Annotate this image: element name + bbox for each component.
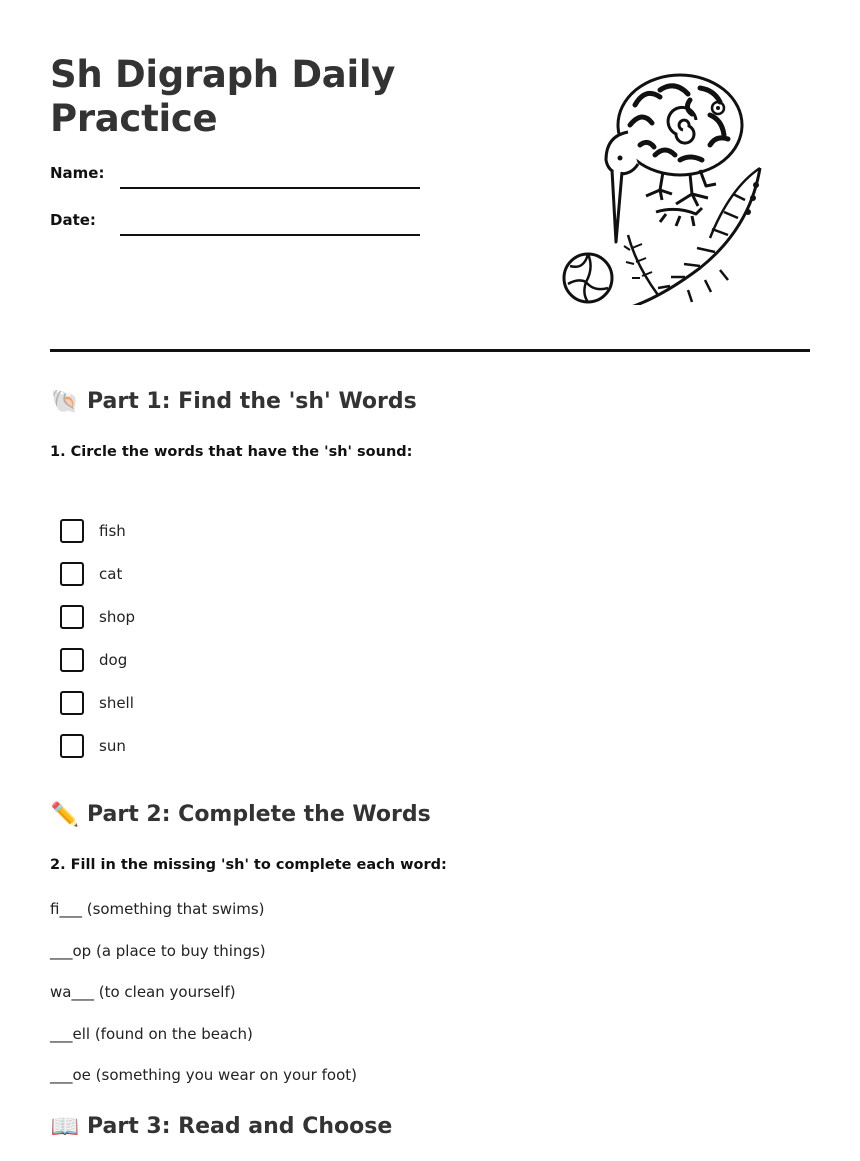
option-label: dog: [99, 650, 128, 669]
list-item: fi___ (something that swims): [50, 900, 265, 918]
part3-heading-text: Part 3: Read and Choose: [87, 1114, 393, 1139]
list-item[interactable]: [60, 595, 135, 638]
option-label: fish: [99, 521, 126, 540]
date-field[interactable]: [120, 234, 420, 236]
list-item: ___op (a place to buy things): [50, 941, 266, 960]
name-label: Name:: [50, 164, 105, 182]
checkbox-sun[interactable]: [60, 734, 84, 758]
list-item[interactable]: [60, 681, 135, 724]
date-label: Date:: [50, 211, 96, 229]
part2-heading: [50, 801, 431, 828]
header-divider: [50, 349, 810, 352]
open-book-icon: 📖: [50, 1114, 80, 1140]
part1-question: 1. Circle the words that have the 'sh' sound:: [50, 444, 413, 460]
word-checklist: [60, 509, 135, 767]
option-label: shop: [99, 607, 136, 626]
list-item: wa___ (to clean yourself): [50, 983, 236, 1001]
pencil-icon: ✏️: [50, 802, 80, 828]
option-label: sun: [99, 736, 126, 755]
worksheet-header: [50, 50, 810, 350]
checkbox-fish[interactable]: [60, 519, 84, 543]
date-field-row: [50, 211, 420, 241]
list-item: ___ell (found on the beach): [50, 1024, 253, 1043]
part2-question: 2. Fill in the missing 'sh' to complete each word:: [50, 857, 447, 873]
name-field[interactable]: [120, 187, 420, 189]
option-label: shell: [99, 693, 134, 712]
part2-heading-text: Part 2: Complete the Words: [87, 802, 431, 827]
list-item[interactable]: [60, 509, 135, 552]
list-item[interactable]: [60, 724, 135, 767]
checkbox-cat[interactable]: [60, 562, 84, 586]
option-label: cat: [99, 564, 123, 583]
name-field-row: [50, 164, 420, 194]
list-item[interactable]: [60, 638, 135, 681]
list-item[interactable]: [60, 552, 135, 595]
part1-heading: [50, 388, 417, 415]
page-title: Sh Digraph Daily Practice: [50, 53, 396, 140]
part3-heading: [50, 1113, 392, 1140]
list-item: ___oe (something you wear on your foot): [50, 1066, 357, 1084]
checkbox-shop[interactable]: [60, 605, 84, 629]
fill-in-list: [50, 898, 357, 1106]
checkbox-dog[interactable]: [60, 648, 84, 672]
spiral-shell-icon: 🐚: [50, 389, 80, 415]
kiwi-bird-fern-ball-icon: [560, 70, 770, 305]
checkbox-shell[interactable]: [60, 691, 84, 715]
part1-heading-text: Part 1: Find the 'sh' Words: [87, 389, 417, 414]
